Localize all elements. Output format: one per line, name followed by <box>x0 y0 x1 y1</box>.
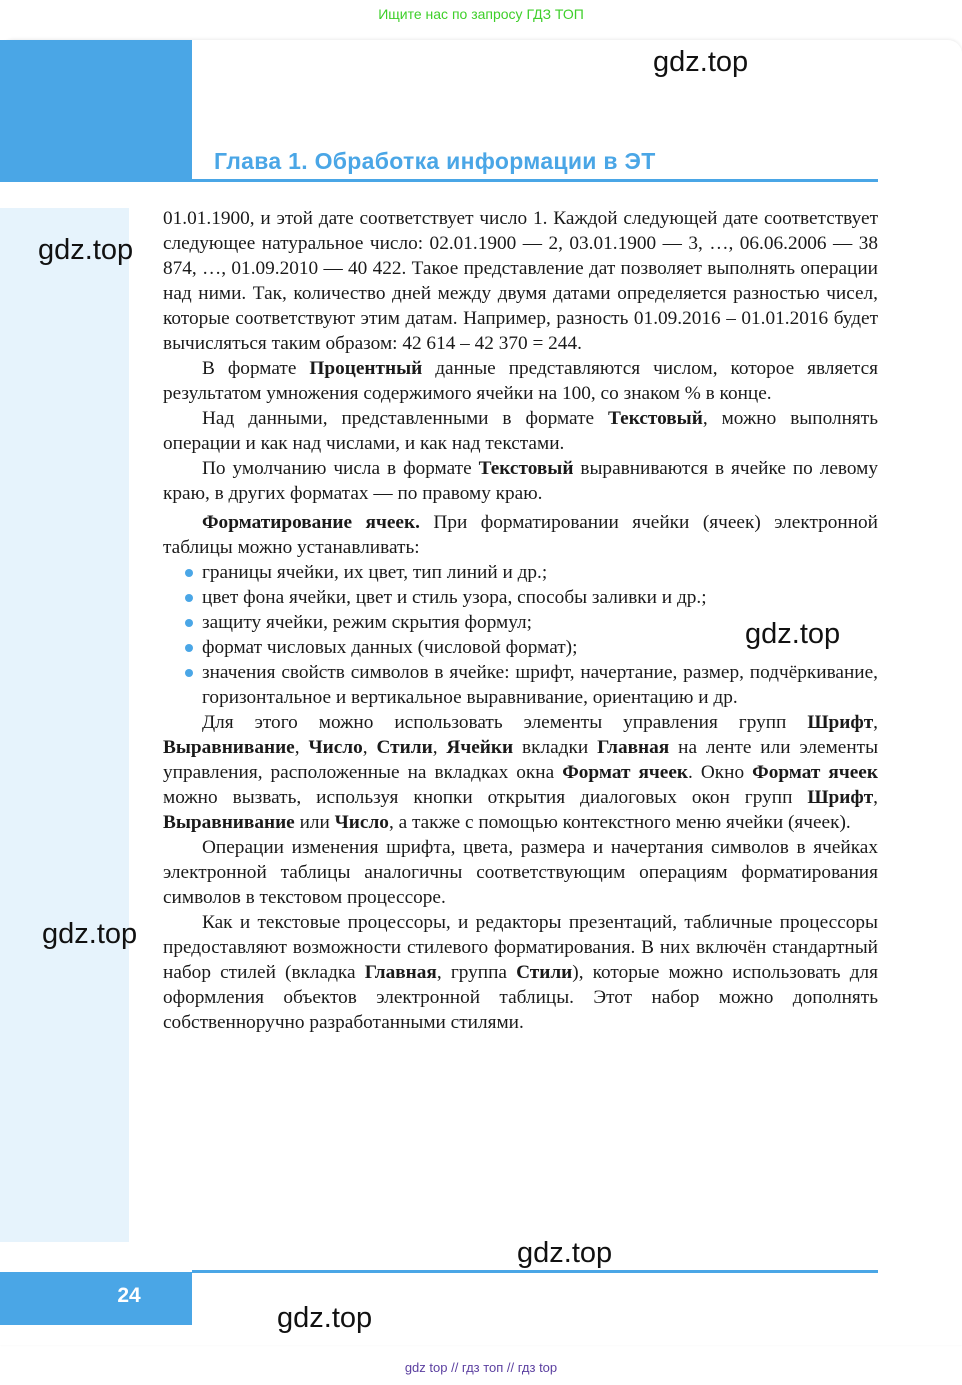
bullet-icon <box>185 644 193 652</box>
list-item: значения свойств символов в ячейке: шрифт, начертание, размер, подчёркивание, горизонтальное и вертикальное выравнивание, ориентацию и др. <box>163 660 878 710</box>
watermark: gdz.top <box>38 234 134 266</box>
list-item: формат числовых данных (числовой формат); <box>163 635 878 660</box>
paragraph-percent: В формате Процентный данные представляются числом, которое является результатом умножения содержимого ячейки на 100, со знаком % в конце. <box>163 358 878 404</box>
watermark: gdz.top <box>653 46 749 78</box>
paragraph-styles: Как и текстовые процессоры, и редакторы презентаций, табличные процессоры предоставляют возможности стилевого форматирования. В них включён стандартный набор стилей (вкладка Главная, группа Стили), которые можно использовать для оформления объектов электронной таблицы. Этот набор можно дополнять собственноручно разработанными стилями. <box>163 912 879 1033</box>
chapter-title: Глава 1. Обработка информации в ЭТ <box>214 148 656 174</box>
paragraph-font-operations: Операции изменения шрифта, цвета, размера и начертания символов в ячейках электронной таблицы аналогичны соответствующим операциям форматирования символов в текстовом процессоре. <box>163 837 878 908</box>
watermark: gdz.top <box>745 618 841 650</box>
term-text: Текстовый <box>608 408 703 429</box>
paragraph-text-ops: Над данными, представленными в формате Текстовый, можно выполнять операции и как над числами, и как над текстами. <box>163 408 878 454</box>
bullet-icon <box>185 619 193 627</box>
paragraph-alignment: По умолчанию числа в формате Текстовый выравниваются в ячейке по левому краю, в других форматах — по правому краю. <box>163 458 878 504</box>
paragraph-dates: 01.01.1900, и этой дате соответствует число 1. Каждой следующей дате соответствует следующее натуральное число: 02.01.1900 — 2, 03.01.1900 — 3, …, 06.06.2006 — 38 874, …, 01.09.2010 — 40 422. Такое представление дат позволяет выполнять операции над ними. Так, количество дней между двумя датами определяется разностью чисел, которые соответствуют этим датам. Например, разность 01.09.2016 – 01.01.2016 будет вычисляться таким образом: 42 614 – 42 370 = 244. <box>163 208 878 354</box>
header-rule <box>0 179 878 182</box>
watermark: gdz.top <box>517 1237 613 1269</box>
subheading-cell-formatting: Форматирование ячеек. <box>202 512 420 533</box>
bottom-links-banner[interactable]: gdz top // гдз топ // гдз top <box>404 1360 558 1375</box>
bullet-icon <box>185 569 193 577</box>
term-text: Текстовый <box>478 458 574 479</box>
side-margin-bar <box>0 208 129 1242</box>
footer-rule <box>192 1270 878 1273</box>
top-search-banner[interactable]: Ищите нас по запросу ГДЗ ТОП <box>378 6 584 22</box>
paragraph-cell-formatting: Форматирование ячеек. При форматировании ячейки (ячеек) электронной таблицы можно устанавливать: <box>163 512 878 558</box>
watermark: gdz.top <box>42 918 138 950</box>
bullet-icon <box>185 594 193 602</box>
watermark: gdz.top <box>277 1302 373 1334</box>
paragraph-controls: Для этого можно использовать элементы управления групп Шрифт, Выравнивание, Число, Стили, Ячейки вкладки Главная на ленте или элементы управления, расположенные на вкладках окна Формат ячеек. Окно Формат ячеек можно вызвать, используя кнопки открытия диалоговых окон групп Шрифт, Выравнивание или Число, а также с помощью контекстного меню ячейки (ячеек). <box>163 712 879 833</box>
list-item: цвет фона ячейки, цвет и стиль узора, способы заливки и др.; <box>163 585 878 610</box>
bullet-icon <box>185 669 193 677</box>
body-text <box>163 206 878 1035</box>
list-item: защиту ячейки, режим скрытия формул; <box>163 610 878 635</box>
list-item: границы ячейки, их цвет, тип линий и др.; <box>163 560 878 585</box>
page-number: 24 <box>117 1284 141 1307</box>
header-accent-block <box>0 40 192 180</box>
formatting-options-list <box>163 560 878 710</box>
term-percent: Процентный <box>309 358 423 379</box>
